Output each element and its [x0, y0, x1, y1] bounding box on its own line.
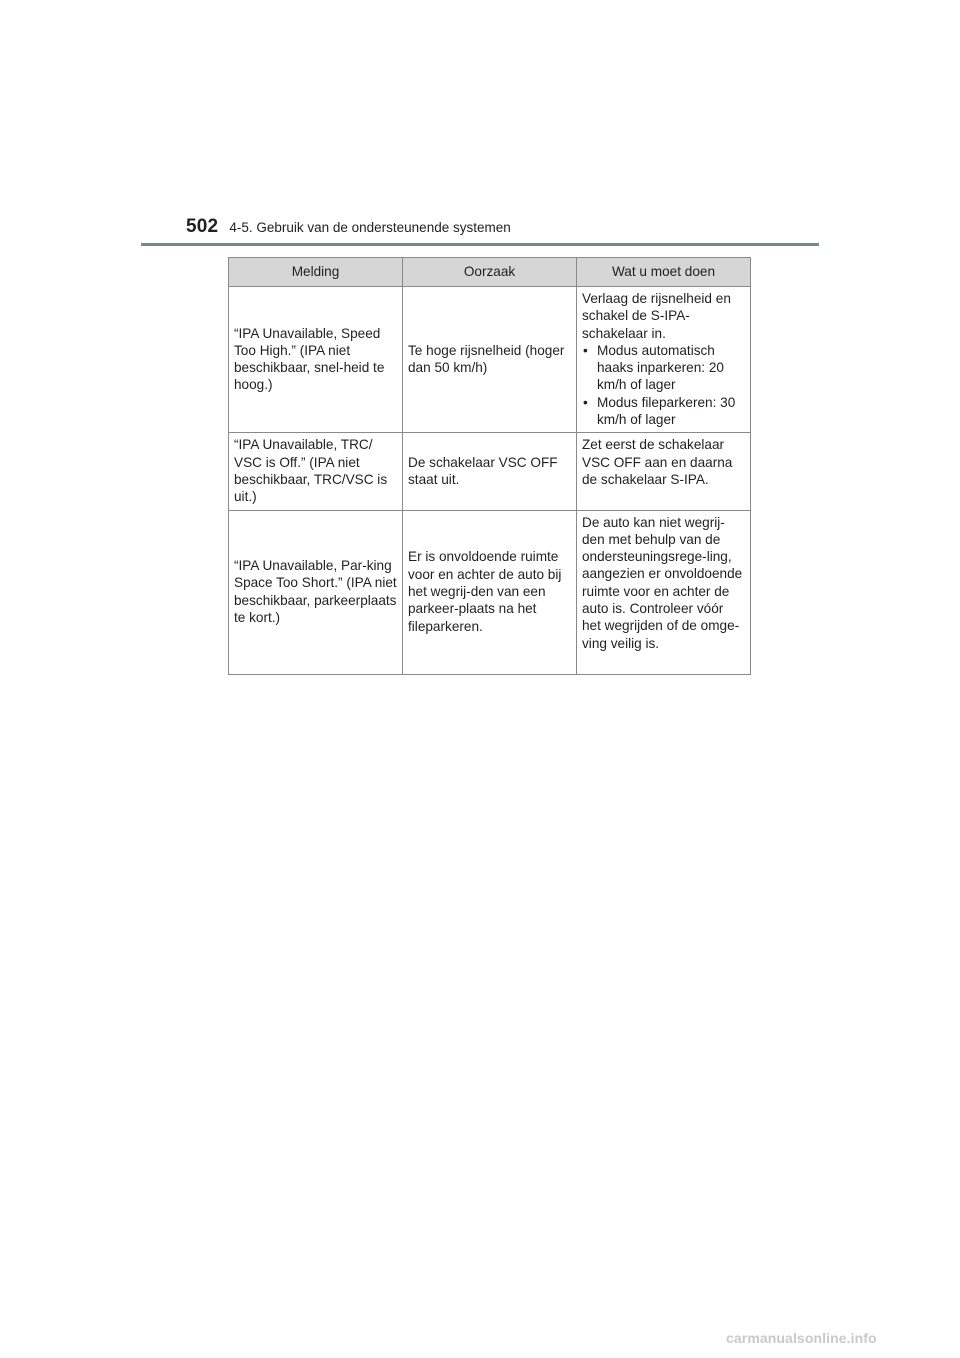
header-divider: [141, 243, 819, 246]
action-cell: [577, 287, 751, 433]
list-item: [582, 342, 745, 394]
bullet-text: Modus automatisch haaks inparkeren: 20 km/h of lager: [597, 342, 724, 393]
table-row: [229, 433, 751, 510]
message-table: [228, 257, 751, 675]
column-header-action: Wat u moet doen: [577, 258, 751, 287]
bullet-icon: •: [583, 394, 588, 410]
action-bullet-list: [582, 342, 745, 428]
watermark: carmanualsonline.info: [726, 1330, 877, 1346]
column-header-cause: Oorzaak: [403, 258, 577, 287]
bullet-text: Modus fileparkeren: 30 km/h of lager: [597, 394, 736, 428]
cause-cell: Te hoge rijsnelheid (hoger dan 50 km/h): [403, 287, 577, 433]
message-cell: “IPA Unavailable, Par-king Space Too Short.” (IPA niet beschikbaar, parkeerplaats te kort.): [229, 510, 403, 674]
table-header-row: [229, 258, 751, 287]
table-row: [229, 287, 751, 433]
list-item: [582, 394, 745, 429]
page-number: 502: [186, 216, 219, 237]
cause-cell: De schakelaar VSC OFF staat uit.: [403, 433, 577, 510]
message-cell: “IPA Unavailable, TRC/ VSC is Off.” (IPA niet beschikbaar, TRC/VSC is uit.): [229, 433, 403, 510]
cause-cell: Er is onvoldoende ruimte voor en achter de auto bij het wegrij-den van een parkeer-plaats na het fileparkeren.: [403, 510, 577, 674]
page-header: [186, 216, 511, 238]
table-row: [229, 510, 751, 674]
column-header-message: Melding: [229, 258, 403, 287]
action-text: Verlaag de rijsnelheid en schakel de S-IPA-schakelaar in.: [582, 291, 731, 341]
bullet-icon: •: [583, 342, 588, 358]
message-cell: “IPA Unavailable, Speed Too High.” (IPA niet beschikbaar, snel-heid te hoog.): [229, 287, 403, 433]
action-cell: Zet eerst de schakelaar VSC OFF aan en daarna de schakelaar S-IPA.: [577, 433, 751, 510]
section-title: 4-5. Gebruik van de ondersteunende systemen: [229, 220, 511, 235]
action-cell: De auto kan niet wegrij-den met behulp van de ondersteuningsrege-ling, aangezien er onvoldoende ruimte voor en achter de auto is. Controleer vóór het wegrijden of de omge-ving veilig is.: [577, 510, 751, 674]
